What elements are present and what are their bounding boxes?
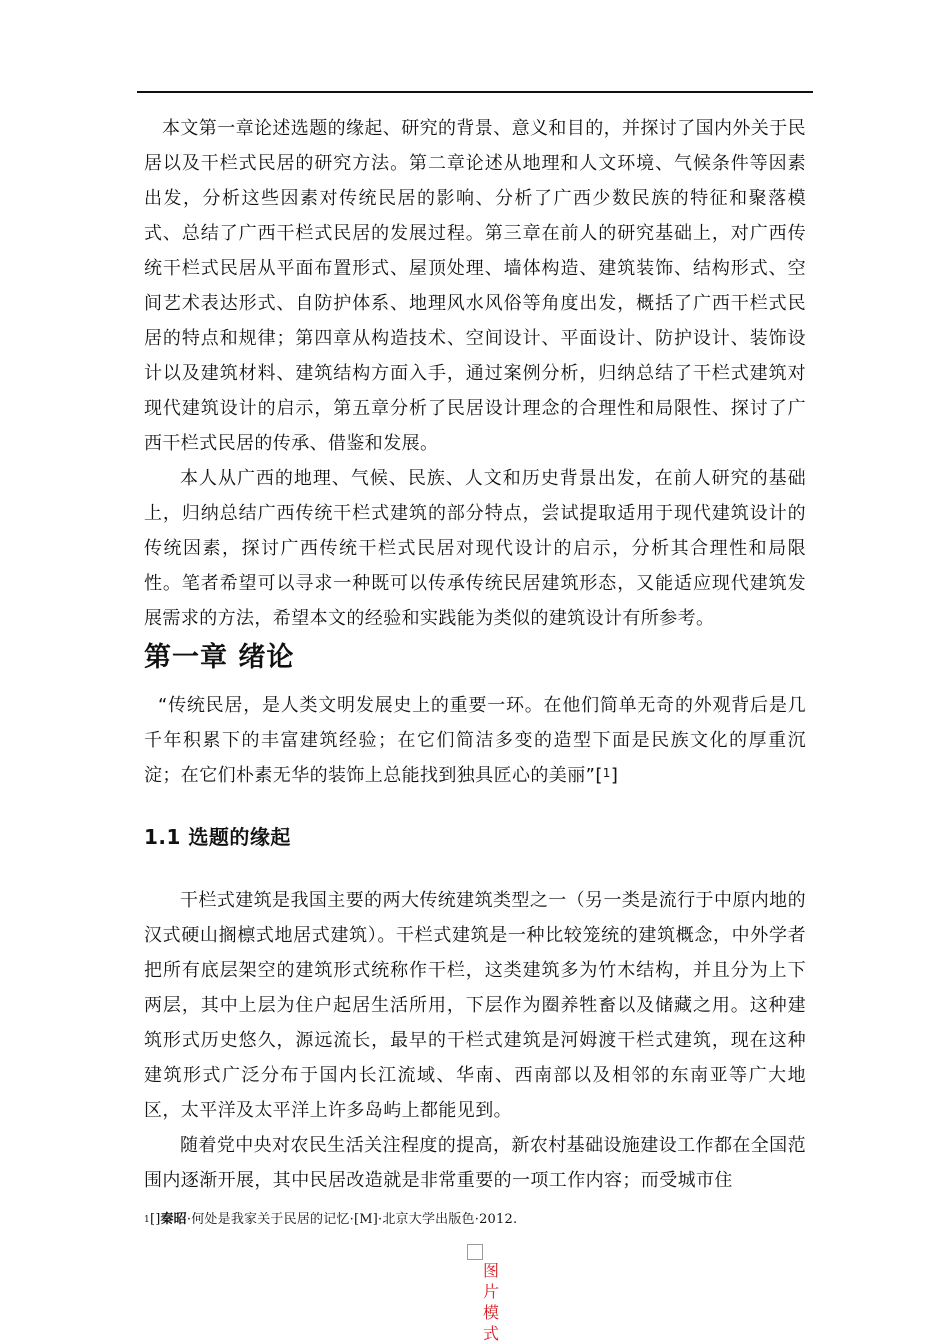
abstract-paragraph-chapters: 本文第一章论述选题的缘起、研究的背景、意义和目的，并探讨了国内外关于民居以及干栏式民居的研究方法。第二章论述从地理和人文环境、气候条件等因素出发，分析这些因素对传统民居的影响、分析了广西少数民族的特征和聚落模式、总结了广西干栏式民居的发展过程。第三章在前人的研究基础上，对广西传统干栏式民居从平面布置形式、屋顶处理、墙体构造、建筑装饰、结构形式、空间艺术表达形式、自防护体系、地理风水风俗等角度出发，概括了广西干栏式民居的特点和规律；第四章从构造技术、空间设计、平面设计、防护设计、装饰设计以及建筑材料、建筑结构方面入手，通过案例分析，归纳总结了干栏式建筑对现代建筑设计的启示，第五章分析了民居设计理念的合理性和局限性、探讨了广西干栏式民居的传承、借鉴和发展。 [144, 118, 806, 454]
footnote [144, 1209, 517, 1231]
citation-bracket-close: ] [610, 765, 619, 786]
quote-paragraph [144, 688, 806, 793]
quote-text: “传统民居，是人类文明发展史上的重要一环。在他们简单无奇的外观背后是几千年积累下的丰富建筑经验；在它们简洁多变的造型下面是民族文化的厚重沉淀；在它们朴素无华的装饰上总能找到独具匠心的美丽” [144, 695, 806, 786]
image-placeholder-icon [467, 1244, 483, 1260]
abstract-paragraph-aims: 本人从广西的地理、气候、民族、人文和历史背景出发，在前人研究的基础上，归纳总结广西传统干栏式建筑的部分特点，尝试提取适用于现代建筑设计的传统因素，探讨广西传统干栏式民居对现代设计的启示，分析其合理性和局限性。笔者希望可以寻求一种既可以传承传统民居建筑形态，又能适应现代建筑发展需求的方法，希望本文的经验和实践能为类似的建筑设计有所参考。 [144, 468, 806, 629]
image-mode-note: 图片模式 [483, 1261, 500, 1343]
section-paragraph-ganlan: 干栏式建筑是我国主要的两大传统建筑类型之一（另一类是流行于中原内地的汉式硬山搁檩式地居式建筑）。干栏式建筑是一种比较笼统的建筑概念，中外学者把所有底层架空的建筑形式统称作干栏，这类建筑多为竹木结构，并且分为上下两层，其中上层为住户起居生活所用，下层作为圈养牲畜以及储藏之用。这种建筑形式历史悠久，源远流长，最早的干栏式建筑是河姆渡干栏式建筑，现在这种建筑形式广泛分布于国内长江流域、华南、西南部以及相邻的东南亚等广大地区，太平洋及太平洋上许多岛屿上都能见到。 [144, 890, 806, 1121]
footnote-number: 1 [144, 1215, 150, 1225]
footnote-bracket: [] [149, 1212, 161, 1227]
footnote-source: ·何处是我家关于民居的记忆·[M]·北京大学出版色·2012. [186, 1212, 518, 1227]
chapter-title: 第一章 绪论 [144, 642, 295, 673]
footnote-author: 秦昭 [160, 1212, 187, 1227]
section-title: 1.1 选题的缘起 [144, 825, 291, 849]
header-rule [137, 91, 813, 93]
citation-number[interactable]: 1 [602, 766, 611, 780]
section-paragraph-rural: 随着党中央对农民生活关注程度的提高，新农村基础设施建设工作都在全国范围内逐渐开展，其中民居改造就是非常重要的一项工作内容；而受城市住 [144, 1135, 806, 1191]
citation-bracket-open: [ [595, 765, 603, 786]
